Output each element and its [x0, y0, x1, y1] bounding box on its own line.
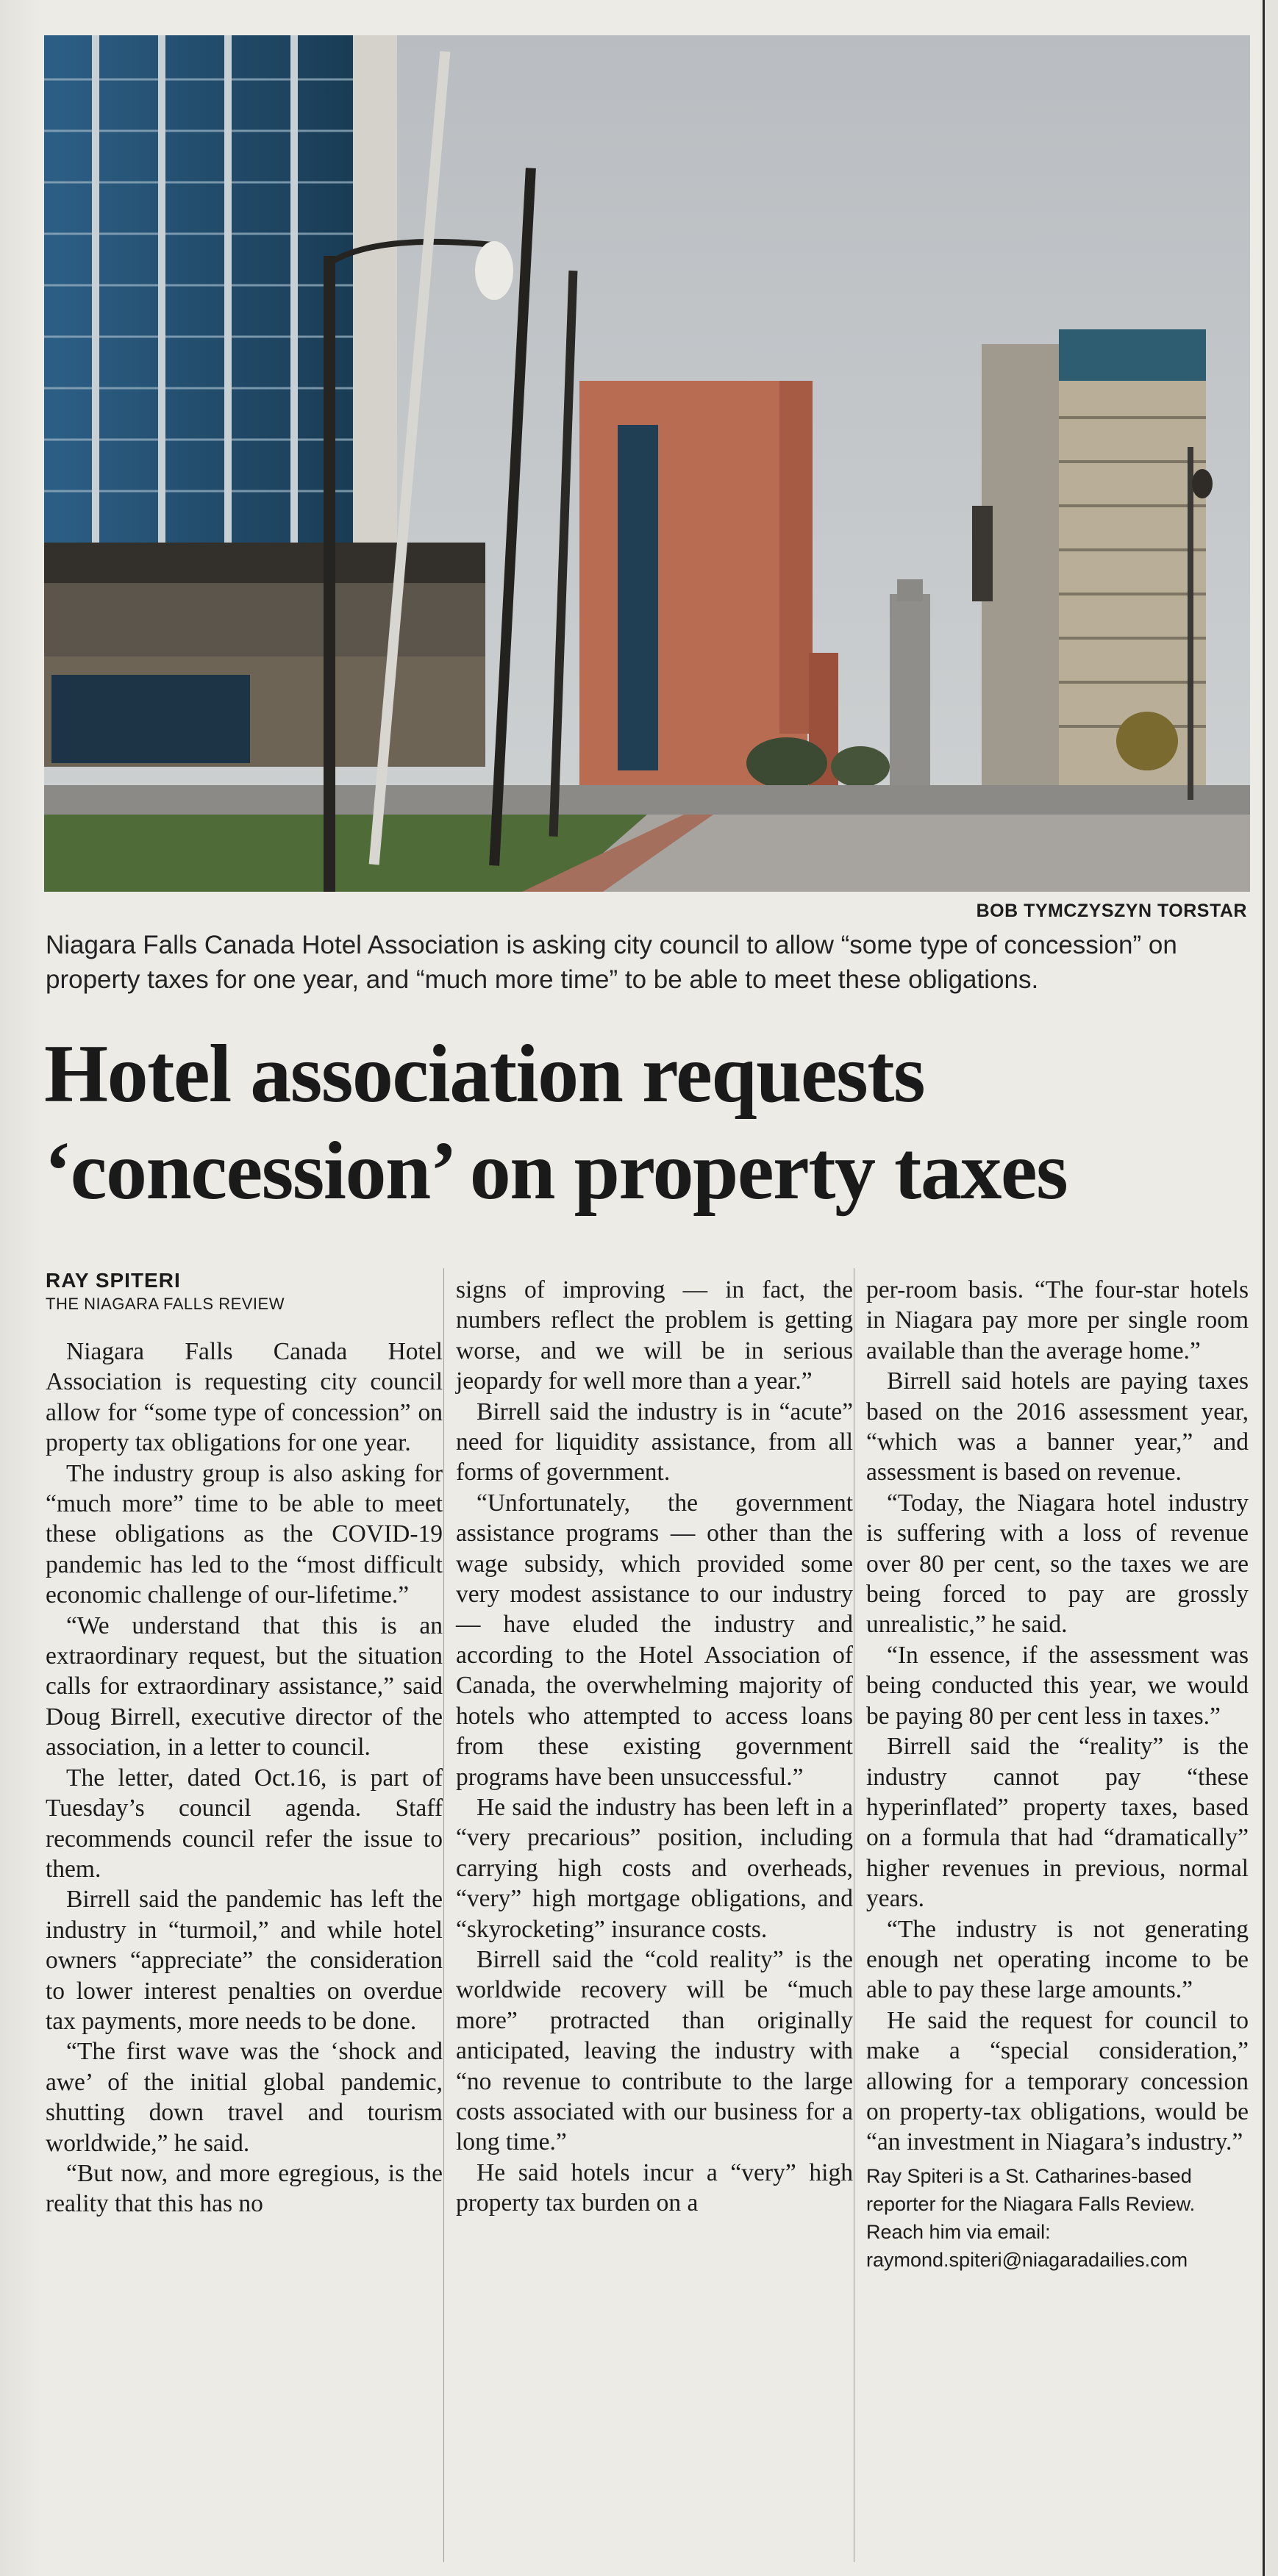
outlet-name: THE NIAGARA FALLS REVIEW [46, 1295, 285, 1313]
paragraph: Niagara Falls Canada Hotel Association is requesting city council allow for “some type of concession” on property tax obligations for one year. [46, 1338, 443, 1457]
article-column-1 [46, 1337, 443, 2219]
paragraph: “Today, the Niagara hotel industry is suffering with a loss of revenue over 80 per cent, so the taxes we are being forced to pay are grossly unrealistic,” he said. [866, 1489, 1249, 1639]
article-column-2 [456, 1275, 853, 2219]
photo-credit: BOB TYMCZYSZYN TORSTAR [976, 901, 1247, 921]
paragraph: He said the industry has been left in a “very precarious” position, including carrying high costs and overheads, “very” high mortgage obligations, and “skyrocketing” insurance costs. [456, 1793, 853, 1943]
paragraph: He said hotels incur a “very” high property tax burden on a [456, 2158, 853, 2217]
paragraph: Birrell said the pandemic has left the industry in “turmoil,” and while hotel owners “appreciate” the consideration to lower interest penalties on overdue tax payments, more needs to be done. [46, 1886, 443, 2035]
paragraph: “The industry is not generating enough net operating income to be able to pay these large amounts.” [866, 1915, 1249, 2004]
paragraph: Birrell said the industry is in “acute” need for liquidity assistance, from all forms of government. [456, 1398, 853, 1486]
paragraph: “Unfortunately, the government assistance programs — other than the wage subsidy, which provided some very modest assistance to our industry — have eluded the industry and according to the Hotel Association of Canada, the overwhelming majority of hotels who attempted to access loans from these existing government programs have been unsuccessful.” [456, 1489, 853, 1791]
paragraph: Birrell said the “cold reality” is the worldwide recovery will be “much more” protracted than originally anticipated, leaving the industry with “no revenue to contribute to the large costs associated with our business for a long time.” [456, 1945, 853, 2156]
paragraph: The letter, dated Oct.16, is part of Tuesday’s council agenda. Staff recommends council refer the issue to them. [46, 1764, 443, 1883]
hotel-street-photo [44, 35, 1250, 892]
headline-line-1: Hotel association requests [44, 1028, 925, 1120]
paragraph: “We understand that this is an extraordinary request, but the situation calls for extraordinary assistance,” said Doug Birrell, executive director of the association, in a letter to council. [46, 1611, 443, 1761]
article-column-3 [866, 1275, 1249, 2274]
paragraph-continued: signs of improving — in fact, the numbers reflect the problem is getting worse, and we will be in serious jeopardy for well more than a year.” [456, 1276, 853, 1395]
headline [44, 1026, 1250, 1220]
paragraph: Birrell said hotels are paying taxes based on the 2016 assessment year, “which was a banner year,” and assessment is based on revenue. [866, 1367, 1249, 1486]
author-name: RAY SPITERI [46, 1269, 181, 1292]
paragraph: Birrell said the “reality” is the industry cannot pay “these hyperinflated” property taxes, based on a formula that had “dramatically” higher revenues in previous, normal years. [866, 1733, 1249, 1913]
paragraph: “But now, and more egregious, is the reality that this has no [46, 2159, 443, 2218]
paragraph: The industry group is also asking for “much more” time to be able to meet these obligations as the COVID-19 pandemic has led to the “most difficult economic challenge of our-lifetime.” [46, 1459, 443, 1609]
page-margin-right [1263, 0, 1278, 2576]
column-rule [443, 1268, 444, 2562]
paragraph: “In essence, if the assessment was being conducted this year, we would be paying 80 per cent less in taxes.” [866, 1641, 1249, 1730]
paragraph: “The first wave was the ‘shock and awe’ of the initial global pandemic, shutting down travel and tourism worldwide,” he said. [46, 2038, 443, 2157]
page-margin-left [0, 0, 40, 2576]
paragraph-continued: per-room basis. “The four-star hotels in Niagara pay more per single room available than the average home.” [866, 1276, 1249, 1364]
byline [46, 1268, 413, 1315]
paragraph: He said the request for council to make a “special consideration,” allowing for a temporary concession on property-tax obligations, would be “an investment in Niagara’s industry.” [866, 2006, 1249, 2156]
author-bio: Ray Spiteri is a St. Catharines-based reporter for the Niagara Falls Review. Reach him via email: raymond.spiteri@niagaradailies.com [866, 2164, 1196, 2271]
photo-caption: Niagara Falls Canada Hotel Association is asking city council to allow “some type of concession” on property taxes for one year, and “much more time” to be able to meet these obligations. [46, 931, 1177, 994]
headline-line-2: ‘concession’ on property taxes [44, 1126, 1068, 1217]
